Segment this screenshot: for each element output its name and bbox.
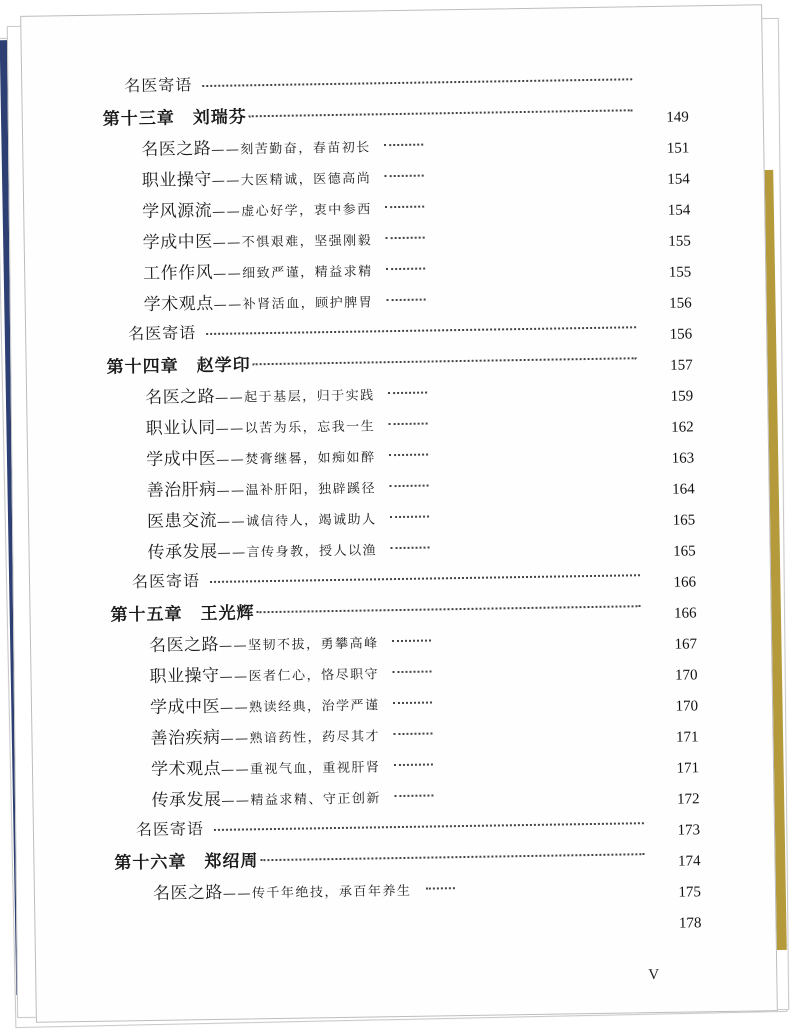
entry-label: 名医寄语: [124, 75, 193, 96]
page-number: 173: [677, 822, 701, 839]
entry-subtitle: ——精益求精、守正创新: [221, 791, 382, 809]
dot-leader: [393, 733, 432, 736]
dot-leader: [387, 299, 426, 302]
page-number: 170: [675, 698, 699, 715]
dot-leader: [253, 357, 637, 365]
page-number: 166: [673, 574, 697, 591]
entry-subtitle: ——熟读经典，治学严谨: [219, 698, 380, 716]
page-number: 172: [676, 791, 700, 808]
entry-subtitle: ——坚韧不拔，勇攀高峰: [218, 636, 379, 654]
page-number: 156: [669, 326, 693, 343]
entry-title: [141, 131, 371, 160]
page-number: 163: [671, 450, 695, 467]
entry-subtitle: ——言传身教，授人以渔: [217, 543, 378, 561]
page-number: 164: [672, 481, 695, 498]
page-number: 162: [671, 419, 694, 436]
entry-label: 第十六章 郑绍周: [114, 851, 259, 874]
entry-label: 学术观点: [143, 293, 214, 315]
dot-leader: [389, 423, 428, 426]
entry-title: [150, 689, 380, 718]
dot-leader: [249, 109, 633, 117]
entry-label: 学成中医: [142, 231, 213, 253]
entry-label: 善治疾病: [150, 727, 221, 749]
entry-subtitle: ——温补肝阳，独辟蹊径: [216, 481, 377, 499]
entry-label: 工作作风: [143, 262, 214, 284]
entry-title: [145, 379, 375, 408]
chapter-title: [110, 598, 254, 625]
page-number: 178: [678, 915, 702, 932]
dot-leader: [426, 887, 455, 889]
dot-leader: [393, 702, 432, 705]
entry-label: 学术观点: [150, 758, 222, 780]
entry-subtitle: ——细致严谨，精益求精: [213, 264, 373, 282]
entry-label: 职业认同: [145, 417, 216, 439]
entry-label: 善治肝病: [146, 479, 217, 501]
entry-title: [147, 534, 377, 563]
dot-leader: [384, 144, 423, 147]
page-number: 154: [667, 202, 691, 219]
page-number: 171: [676, 760, 700, 777]
entry-subtitle: ——补肾活血，顾护脾胃: [213, 295, 374, 313]
dot-leader: [388, 392, 427, 395]
page-number: 175: [678, 884, 702, 901]
dot-leader: [386, 237, 425, 240]
page-number: 170: [674, 667, 698, 684]
dot-leader: [210, 574, 640, 583]
entry-title: [124, 72, 192, 96]
entry-label: 学成中医: [149, 696, 221, 718]
entry-subtitle: ——熟谙药性，药尽其才: [220, 729, 381, 747]
entry-subtitle: ——重视气血，重视肝肾: [220, 760, 381, 778]
dot-leader: [260, 853, 644, 861]
entry-subtitle: ——传千年绝技，承百年养生: [222, 883, 412, 902]
entry-title: [136, 816, 204, 840]
dot-leader: [202, 78, 632, 87]
page-number: 155: [668, 264, 692, 281]
entry-label: 学风源流: [142, 200, 213, 222]
entry-label: 传承发展: [151, 789, 222, 811]
dot-leader: [391, 547, 430, 550]
page-folio: V: [648, 966, 660, 984]
entry-title: [128, 320, 196, 344]
dot-leader: [385, 206, 424, 209]
page-number: 167: [674, 636, 698, 653]
entry-title: [132, 568, 200, 592]
entry-label: 名医之路: [144, 386, 216, 408]
entry-label: 名医之路: [152, 882, 224, 904]
entry-title: [149, 658, 379, 687]
entry-title: [143, 286, 373, 315]
page-number: 165: [672, 512, 696, 529]
page-number: 157: [670, 357, 693, 374]
page-number: 156: [669, 295, 692, 312]
entry-title: [151, 751, 381, 780]
entry-subtitle: ——焚膏继晷，如痴如醉: [216, 450, 376, 468]
page-number: 166: [673, 605, 697, 622]
entry-subtitle: ——虚心好学，衷中参西: [212, 202, 372, 220]
entry-title: [150, 720, 380, 749]
entry-title: [153, 875, 412, 904]
dot-leader: [214, 822, 644, 831]
entry-title: [142, 162, 372, 191]
entry-label: 第十四章 赵学印: [106, 355, 251, 378]
toc-entry-row: [35, 900, 755, 937]
entry-title: [147, 503, 377, 532]
entry-label: 医患交流: [146, 510, 218, 532]
page-number: 171: [675, 729, 699, 746]
entry-title: [149, 627, 379, 656]
entry-label: 第十五章 王光辉: [110, 603, 255, 626]
entry-subtitle: ——以苦为乐，忘我一生: [215, 419, 376, 437]
entry-title: [151, 782, 381, 811]
entry-subtitle: ——不惧艰难，坚强刚毅: [212, 233, 373, 251]
entry-label: 学成中医: [145, 448, 217, 470]
entry-label: 名医之路: [148, 634, 220, 656]
dot-leader: [385, 175, 424, 178]
dot-leader: [386, 268, 425, 271]
page-number: 155: [668, 233, 691, 250]
entry-title: [143, 255, 373, 284]
toc-page: [20, 4, 778, 1023]
dot-leader: [394, 763, 433, 766]
entry-subtitle: ——刻苦勤奋，春苗初长: [211, 140, 371, 158]
table-of-contents: [21, 5, 761, 932]
chapter-title: [103, 102, 247, 129]
entry-title: [142, 193, 372, 222]
entry-title: [146, 441, 376, 470]
page-number: 149: [666, 109, 689, 126]
entry-label: 第十三章 刘瑞芬: [102, 107, 247, 130]
dot-leader: [390, 516, 429, 519]
entry-title: [145, 410, 375, 439]
dot-leader: [390, 485, 429, 488]
entry-title: [142, 224, 372, 253]
entry-subtitle: ——大医精诚，医德高尚: [211, 171, 372, 189]
page-number: 154: [667, 171, 690, 188]
entry-label: 职业操守: [141, 169, 212, 191]
page-number: 174: [677, 853, 701, 870]
dot-leader: [389, 454, 428, 457]
entry-title: [146, 472, 376, 501]
entry-subtitle: ——诚信待人，竭诚助人: [216, 512, 377, 530]
page-number: 165: [673, 543, 696, 560]
entry-label: 名医寄语: [127, 323, 197, 344]
page-number: 159: [670, 388, 694, 405]
entry-label: 名医之路: [141, 138, 212, 161]
dot-leader: [206, 326, 636, 335]
entry-label: 职业操守: [149, 665, 220, 687]
entry-subtitle: ——起于基层，归于实践: [215, 388, 375, 406]
entry-label: 名医寄语: [135, 819, 205, 840]
dot-leader: [394, 794, 433, 797]
dot-leader: [392, 671, 431, 674]
entry-label: 传承发展: [147, 541, 218, 563]
page-number: 151: [666, 140, 690, 157]
chapter-title: [114, 846, 258, 873]
dot-leader: [392, 640, 431, 643]
dot-leader: [257, 605, 641, 613]
chapter-title: [106, 350, 250, 377]
entry-label: 名医寄语: [131, 571, 201, 592]
entry-subtitle: ——医者仁心，恪尽职守: [219, 667, 380, 685]
